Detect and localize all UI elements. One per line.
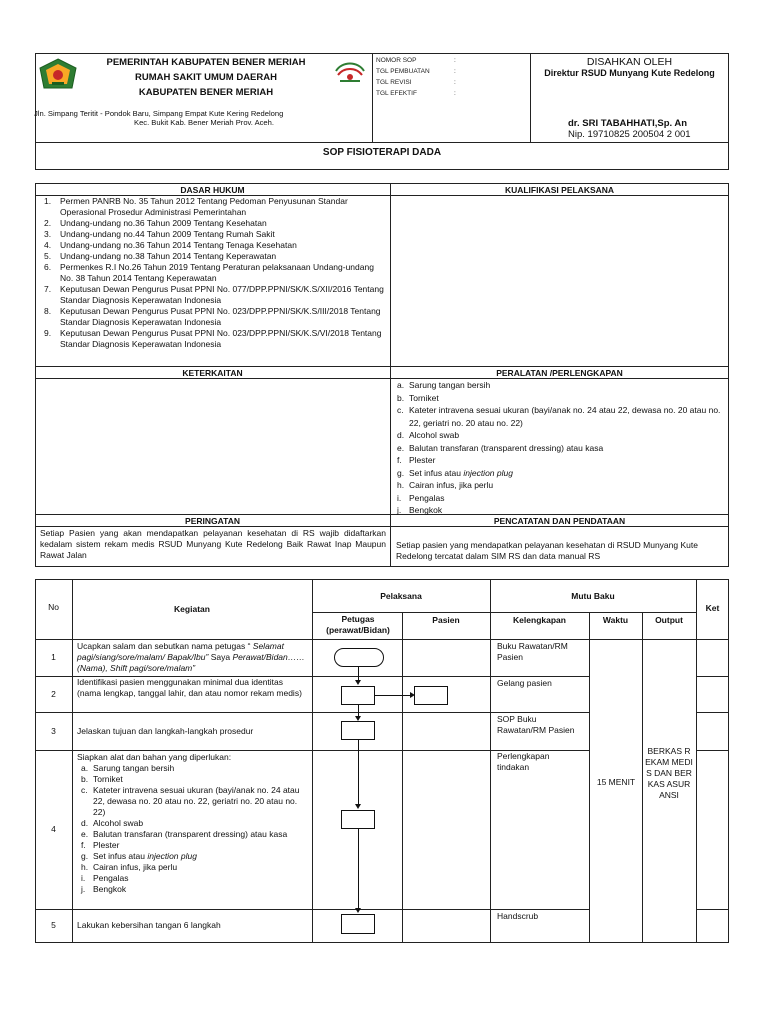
- divider: [402, 612, 403, 943]
- list-item: 2. Undang-undang no.36 Tahun 2009 Tentang Kesehatan: [44, 218, 267, 228]
- divider: [312, 579, 313, 943]
- row-kegiatan: Ucapkan salam dan sebutkan nama petugas “ Selamat pagi/siang/sore/malam/ Bapak/Ibu” Saya Perawat/Bidan…… (Nama), Shift pagi/sore/malam”: [77, 641, 305, 673]
- approval-title: DISAHKAN OLEH: [586, 56, 673, 68]
- sop-title: SOP FISIOTERAPI DADA: [322, 147, 442, 158]
- divider: [35, 909, 590, 910]
- divider: [312, 612, 696, 613]
- divider: [35, 712, 590, 713]
- col-kelengkapan-header: Kelengkapan: [513, 615, 566, 625]
- row-kelengkapan: SOP Buku Rawatan/RM Pasien: [497, 714, 575, 735]
- meta-row: TGL REVISI :: [376, 79, 456, 86]
- list-item: i. Pengalas: [81, 873, 129, 883]
- flow-arrow-head: [355, 908, 361, 913]
- row-kelengkapan: Handscrub: [497, 911, 539, 921]
- list-item: 4. Undang-undang no.36 Tahun 2014 Tentang Tenaga Kesehatan: [44, 240, 297, 250]
- list-item: c. Kateter intravena sesuai ukuran (bayi/anak no. 24 atau 22, dewasa no. 20 atau no. 22, geriatri no. 20 atau no. 22): [81, 785, 300, 817]
- regency-logo-icon: [38, 58, 78, 92]
- divider: [490, 579, 491, 943]
- row-kelengkapan: Gelang pasien: [497, 678, 552, 688]
- list-item: f. Plester: [397, 455, 436, 465]
- list-item: g. Set infus atau injection plug: [397, 467, 513, 478]
- divider: [696, 750, 729, 751]
- header-line2: RUMAH SAKIT UMUM DAERAH: [135, 72, 277, 83]
- divider: [35, 366, 729, 367]
- list-item: f. Plester: [81, 840, 120, 850]
- output-value: BERKAS REKAM MEDIS DAN BERKAS ASURANSI: [645, 746, 693, 800]
- list-item: j. Bengkok: [397, 505, 443, 515]
- list-item: 9. Keputusan Dewan Pengurus Pusat PPNI No. 023/DPP.PPNI/SK/K.S/VI/2018 Tentang Standar Diagnosis Keperawatan Indonesia: [44, 328, 382, 349]
- row-no: 3: [51, 726, 56, 736]
- divider: [589, 612, 590, 943]
- header-line3: KABUPATEN BENER MERIAH: [138, 87, 274, 98]
- list-item: c. Kateter intravena sesuai ukuran (bayi/anak no. 24 atau 22, dewasa no. 20 atau no. 22, geriatri no. 20 atau no. 22): [397, 405, 721, 428]
- list-item: h. Cairan infus, jika perlu: [397, 480, 494, 490]
- divider: [696, 579, 697, 943]
- flow-arrow: [358, 740, 359, 805]
- approval-name: dr. SRI TABAHHATI,Sp. An: [568, 118, 688, 129]
- list-item: j. Bengkok: [81, 884, 127, 894]
- col-pasien-header: Pasien: [432, 615, 460, 625]
- meta-row: TGL PEMBUATAN :: [376, 68, 456, 75]
- peralatan-heading: PERALATAN /PERLENGKAPAN: [496, 368, 623, 378]
- flow-arrow-head: [355, 804, 361, 809]
- row-no: 5: [51, 920, 56, 930]
- row-kegiatan-intro: Siapkan alat dan bahan yang diperlukan:: [77, 752, 232, 762]
- waktu-value: 15 MENIT: [596, 777, 636, 787]
- flow-patient-box: [414, 686, 448, 705]
- peringatan-heading: PERINGATAN: [185, 516, 240, 526]
- list-item: g. Set infus atau injection plug: [81, 851, 197, 861]
- list-item: 6. Permenkes R.I No.26 Tahun 2019 Tentang Peraturan pelaksanaan Undang-undang No. 38 Tahun 2014 Tentang Keperawatan: [44, 262, 374, 283]
- flow-arrow-head: [355, 680, 361, 685]
- divider: [72, 579, 73, 943]
- meta-row: TGL EFEKTIF :: [376, 90, 456, 97]
- pencatatan-text: Setiap pasien yang mendapatkan pelayanan kesehatan di RSUD Munyang Kute Redelong tercatat dalam SIM RS dan data manual RS: [396, 540, 698, 561]
- list-item: h. Cairan infus, jika perlu: [81, 862, 178, 872]
- list-item: 1. Permen PANRB No. 35 Tahun 2012 Tentang Pedoman Penyusunan Standar Operasional Prosedur Administrasi Pemerintahan: [44, 196, 348, 217]
- col-kegiatan-header: Kegiatan: [174, 604, 210, 614]
- list-item: e. Balutan transfaran (transparent dressing) atau kasa: [81, 829, 288, 839]
- row-kegiatan: Lakukan kebersihan tangan 6 langkah: [77, 920, 221, 930]
- flow-process-box: [341, 721, 375, 740]
- col-ket-header: Ket: [705, 603, 720, 613]
- list-item: d. Alcohol swab: [397, 430, 460, 440]
- row-kegiatan: [77, 752, 309, 895]
- list-item: i. Pengalas: [397, 492, 445, 503]
- pencatatan-heading: PENCATATAN DAN PENDATAAN: [493, 516, 626, 526]
- row-kelengkapan: Buku Rawatan/RM Pasien: [497, 641, 568, 662]
- row-no: 4: [51, 824, 56, 834]
- keterkaitan-heading: KETERKAITAN: [182, 368, 243, 378]
- approval-nip: Nip. 19710825 200504 2 001: [568, 129, 691, 140]
- divider: [696, 909, 729, 910]
- divider: [642, 612, 643, 943]
- flow-process-box: [341, 914, 375, 934]
- list-item: 5. Undang-undang no.38 Tahun 2014 Tentang Keperawatan: [44, 251, 277, 261]
- flow-start-terminator: [334, 648, 384, 667]
- list-item: 7. Keputusan Dewan Pengurus Pusat PPNI No. 077/DPP.PPNI/SK/K.S/XII/2016 Tentang Standar Diagnosis Keperawatan Indonesia: [44, 284, 384, 305]
- divider: [372, 53, 373, 143]
- list-item: e. Balutan transfaran (transparent dressing) atau kasa: [397, 442, 604, 453]
- row-no: 2: [51, 689, 56, 699]
- col-mutu-header: Mutu Baku: [571, 591, 615, 601]
- list-item: 3. Undang-undang no.44 Tahun 2009 Tentang Rumah Sakit: [44, 229, 275, 239]
- dasar-hukum-list: [40, 196, 386, 350]
- header-address2: Kec. Bukit Kab. Bener Meriah Prov. Aceh.: [134, 118, 274, 127]
- col-no-header: No: [48, 602, 59, 612]
- header-address1: Jln. Simpang Teritit - Pondok Baru, Simpang Empat Kute Kering Redelong: [34, 109, 284, 118]
- col-waktu-header: Waktu: [602, 615, 629, 625]
- row-kelengkapan: Perlengkapan tindakan: [497, 751, 550, 772]
- approval-position: Direktur RSUD Munyang Kute Redelong: [544, 68, 715, 78]
- header-line1: PEMERINTAH KABUPATEN BENER MERIAH: [106, 57, 306, 68]
- list-item: b. Torniket: [397, 392, 439, 403]
- row-kegiatan: Identifikasi pasien menggunakan minimal dua identitas (nama lengkap, tanggal lahir, dan atau nomor rekam medis): [77, 677, 302, 698]
- list-item: a. Sarung tangan bersih: [397, 380, 491, 390]
- list-item: 8. Keputusan Dewan Pengurus Pusat PPNI No. 023/DPP.PPNI/SK/K.S/III/2018 Tentang Standar Diagnosis Keperawatan Indonesia: [44, 306, 381, 327]
- dasar-hukum-heading: DASAR HUKUM: [180, 185, 245, 195]
- flow-process-box: [341, 810, 375, 829]
- flow-process-box: [341, 686, 375, 705]
- list-item: a. Sarung tangan bersih: [81, 763, 175, 773]
- peralatan-list: [393, 379, 727, 517]
- kualifikasi-heading: KUALIFIKASI PELAKSANA: [504, 185, 615, 195]
- list-item: d. Alcohol swab: [81, 818, 144, 828]
- meta-row: NOMOR SOP :: [376, 57, 456, 64]
- divider: [696, 712, 729, 713]
- col-output-header: Output: [655, 615, 683, 625]
- list-item: b. Torniket: [81, 774, 123, 784]
- divider: [696, 676, 729, 677]
- flow-arrow: [358, 829, 359, 909]
- flow-arrow: [358, 667, 359, 680]
- divider: [35, 639, 729, 640]
- flow-arrow: [375, 695, 412, 696]
- col-pelaksana-header: Pelaksana: [380, 591, 422, 601]
- row-kegiatan: Jelaskan tujuan dan langkah-langkah prosedur: [77, 726, 254, 736]
- row-no: 1: [51, 652, 56, 662]
- peringatan-text: Setiap Pasien yang akan mendapatkan pelayanan kesehatan di RS wajib didaftarkan kedalam sistem rekam medis RSUD Munyang Kute Redelong Baik Rawat Inap Maupun Rawat Jalan: [40, 528, 386, 560]
- hospital-logo-icon: [332, 57, 368, 85]
- col-petugas-header: Petugas (perawat/Bidan): [326, 614, 390, 635]
